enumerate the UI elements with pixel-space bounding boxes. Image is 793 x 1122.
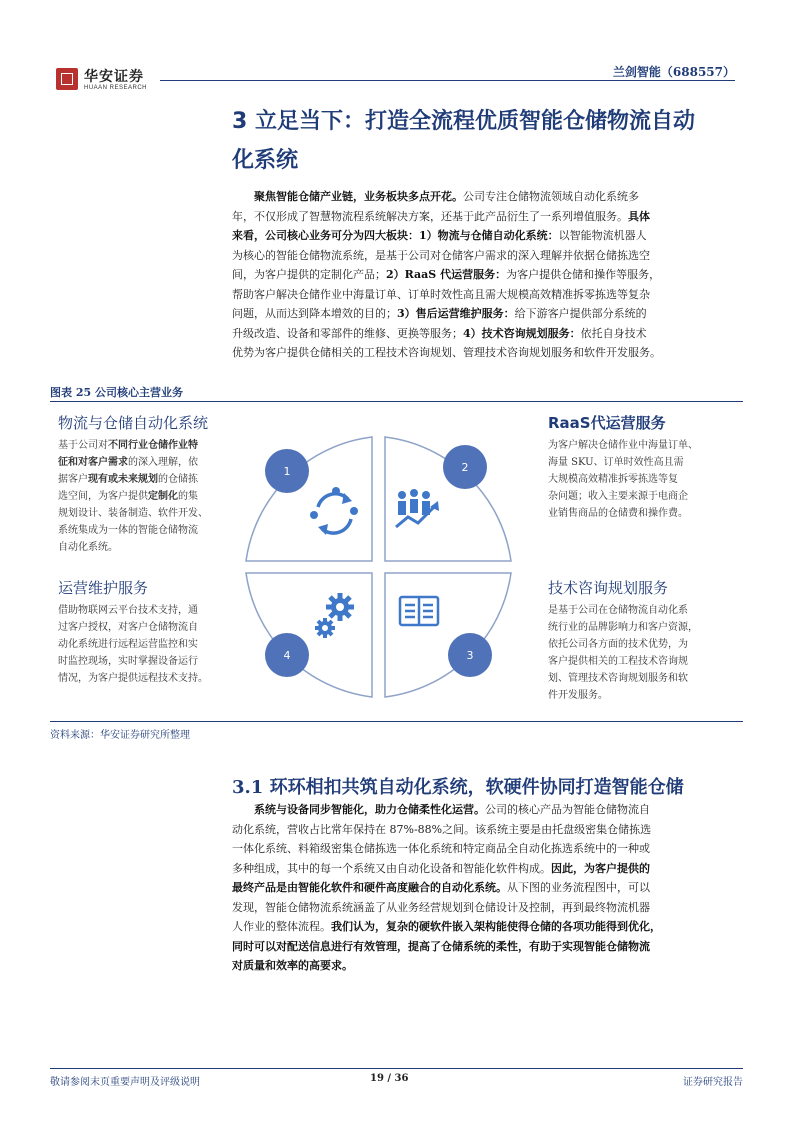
section-3-paragraph-text: 帮助客户解决仓储作业中海量订单、订单时效性高且需大规模高效精准拆零拣选等复杂 xyxy=(232,287,650,301)
section-3-paragraph-text: 公司专注仓储物流领域自动化系统多 xyxy=(463,190,639,203)
business-quadrant-diagram xyxy=(240,415,540,715)
section-3-paragraph-line xyxy=(232,304,742,324)
section-3-paragraph-line xyxy=(232,343,742,363)
section-3-paragraph-bold-text: 具体 xyxy=(628,209,650,223)
section-3-paragraph-line xyxy=(232,285,742,305)
figure-bottom-rule xyxy=(50,721,743,722)
section-3-paragraph-line xyxy=(232,265,742,285)
section-3-1-heading: 3.1 环环相扣共筑自动化系统，软硬件协同打造智能仓储 xyxy=(232,777,684,798)
section-3-paragraph-text: 优势为客户提供仓储相关的工程技术咨询规划、管理技术咨询规划服务和软件开发服务。 xyxy=(232,346,661,359)
q1-description-text: 规划设计、装备制造、软件开发、 xyxy=(58,508,208,519)
section-3-1-paragraph-line xyxy=(232,917,742,937)
section-3-1-paragraph-text: 多种组成，其中的每一个系统又由自动化设备和智能化软件构成。 xyxy=(232,861,551,875)
section-3-title-line1: 立足当下：打造全流程优质智能仓储物流自动 xyxy=(254,108,695,134)
section-3-paragraph-text: 问题，从而达到降本增效的目的； xyxy=(232,307,397,320)
q1-description-bold-text: 定制化 xyxy=(148,491,178,502)
section-3-1-paragraph-bold-text: 同时可以对配送信息进行有效管理，提高了仓储系统的柔性，有助于实现智能仓储物流 xyxy=(232,939,650,953)
quadrant-4-shape xyxy=(246,573,372,697)
q1-description-bold-text: 现有或未来规划 xyxy=(88,474,158,485)
footer-divider xyxy=(50,1068,743,1069)
quadrant-3-badge xyxy=(448,633,492,677)
q4-description xyxy=(58,602,238,687)
section-3-paragraph-line xyxy=(232,226,742,246)
section-3-1-paragraph-line xyxy=(232,956,742,976)
q1-description-line xyxy=(58,437,238,454)
page-number: 19 / 36 xyxy=(370,1073,409,1084)
footer-report-type: 证券研究报告 xyxy=(683,1077,743,1088)
q3-description-line: 件开发服务。 xyxy=(548,690,608,701)
section-3-1-paragraph-text: 一体化系统、料箱级密集仓储拣选一体化系统和特定商品全自动化拣选系统中的一种或 xyxy=(232,842,650,855)
section-3-number: 3 xyxy=(232,109,248,134)
figure-source: 资料来源：华安证券研究所整理 xyxy=(50,730,190,741)
quadrant-2-number: 2 xyxy=(461,461,469,474)
q3-description-line: 客户提供相关的工程技术咨询规 xyxy=(548,656,688,667)
q1-description-text: 的深入理解，依 xyxy=(128,457,198,468)
section-3-1-paragraph-line xyxy=(232,820,742,840)
q3-title: 技术咨询规划服务 xyxy=(548,579,669,597)
quadrant-2-badge xyxy=(443,445,487,489)
q2-description-line: 大规模高效精准拆零拣选等复 xyxy=(548,474,678,485)
figure-top-rule xyxy=(50,401,743,402)
q1-description xyxy=(58,437,238,556)
quadrant-1-number: 1 xyxy=(283,465,291,478)
q1-description-line xyxy=(58,454,238,471)
section-3-1-paragraph-text: 从下图的业务流程图中，可以 xyxy=(507,881,650,894)
section-3-1-paragraph-bold-text: 对质量和效率的高要求。 xyxy=(232,959,353,972)
section-3-1-paragraph-line xyxy=(232,898,742,918)
section-3-paragraph-text: 以智能物流机器人 xyxy=(558,229,647,242)
header-divider xyxy=(160,80,735,81)
section-3-1-paragraph-line xyxy=(232,800,742,820)
section-3-1-paragraph-text: 发现，智能仓储物流系统涵盖了从业务经营规划到仓储设计及控制，再到最终物流机器 xyxy=(232,900,650,914)
q2-description-line: 业销售商品的仓储费和操作费。 xyxy=(548,508,688,519)
section-3-paragraph-text: 给下游客户提供部分系统的 xyxy=(514,307,647,320)
q1-description-line xyxy=(58,522,238,539)
stock-name: 兰剑智能（688557） xyxy=(612,65,735,79)
section-3-paragraph-text: 为客户提供仓储和操作等服务， xyxy=(506,268,661,281)
section-3-paragraph-text: 间，为客户提供的定制化产品； xyxy=(232,268,386,281)
q4-description-line: 时监控现场，实时掌握设备运行 xyxy=(58,656,198,667)
q1-description-bold-text: 不同行业仓储作业特 xyxy=(108,440,198,451)
q3-description-line: 依托公司各方面的技术优势，为 xyxy=(548,639,688,650)
q3-description-line: 划、管理技术咨询规划服务和软 xyxy=(548,673,688,684)
section-3-1-paragraph xyxy=(232,800,742,976)
quadrant-3-shape xyxy=(385,573,511,697)
section-3-heading xyxy=(232,102,742,179)
q2-description xyxy=(548,437,738,522)
section-3-1-paragraph-bold-text: 我们认为，复杂的硬软件嵌入架构能使得仓储的各项功能得到优化， xyxy=(331,920,661,933)
q1-description-line xyxy=(58,471,238,488)
q1-description-line xyxy=(58,505,238,522)
section-3-paragraph-line xyxy=(232,207,742,227)
section-3-paragraph-line xyxy=(232,246,742,266)
footer-disclaimer: 敬请参阅末页重要声明及评级说明 xyxy=(50,1077,200,1088)
section-3-paragraph-text: 依托自身技术 xyxy=(580,326,647,340)
q3-description-line: 是基于公司在仓储物流自动化系 xyxy=(548,605,688,616)
section-3-paragraph-bold-text: 聚焦智能仓储产业链，业务板块多点开花。 xyxy=(254,190,463,203)
quadrant-4-badge xyxy=(265,633,309,677)
section-3-paragraph-bold-text: 3）售后运营维护服务： xyxy=(397,307,515,320)
q3-description-line: 统行业的品牌影响力和客户资源， xyxy=(548,622,698,633)
section-3-paragraph xyxy=(232,187,742,363)
q2-description-line: 海量 SKU、订单时效性高且需 xyxy=(548,457,684,468)
quadrant-1-badge xyxy=(265,449,309,493)
q1-description-text: 据客户 xyxy=(58,474,88,485)
quadrant-4-number: 4 xyxy=(283,649,291,662)
logo-seal-icon xyxy=(56,68,78,90)
section-3-paragraph-text: 为核心的智能仓储物流系统，是基于公司对仓储客户需求的深入理解并依据仓储拣选空 xyxy=(232,248,650,262)
section-3-1-paragraph-bold-text: 系统与设备同步智能化，助力仓储柔性化运营。 xyxy=(254,803,485,816)
q2-title xyxy=(548,412,666,433)
figure-title: 图表 25 公司核心主营业务 xyxy=(50,386,183,399)
section-3-paragraph-line xyxy=(232,324,742,344)
section-3-1-paragraph-text: 公司的核心产品为智能仓储物流自 xyxy=(485,803,650,816)
section-3-1-paragraph-line xyxy=(232,878,742,898)
q1-description-text: 选空间，为客户提供 xyxy=(58,491,148,502)
section-3-paragraph-bold-text: 来看，公司核心业务可分为四大板块：1）物流与仓储自动化系统： xyxy=(232,229,559,242)
section-3-paragraph-text: 升级改造、设备和零部件的维修、更换等服务； xyxy=(232,326,463,340)
q1-description-line xyxy=(58,488,238,505)
section-3-title-line2: 化系统 xyxy=(232,147,299,173)
q2-description-line: 为客户解决仓储作业中海量订单、 xyxy=(548,440,698,451)
section-3-1-paragraph-text: 人作业的整体流程。 xyxy=(232,920,331,933)
logo-name: 华安证券 xyxy=(84,69,144,85)
quadrant-3-number: 3 xyxy=(466,649,474,662)
q4-description-line: 借助物联网云平台技术支持，通 xyxy=(58,605,198,616)
section-3-1-paragraph-line xyxy=(232,859,742,879)
logo-english: HUAAN RESEARCH xyxy=(84,85,148,91)
q1-description-line xyxy=(58,539,238,556)
section-3-1-paragraph-bold-text: 因此，为客户提供的 xyxy=(551,861,650,875)
section-3-1-paragraph-line xyxy=(232,839,742,859)
q1-description-text: 自动化系统。 xyxy=(58,542,118,553)
q1-description-bold-text: 征和对客户需求 xyxy=(58,457,128,468)
q2-title-text: RaaS代运营服务 xyxy=(548,414,666,432)
q1-title: 物流与仓储自动化系统 xyxy=(58,414,209,432)
q4-description-line: 动化系统进行远程运营监控和实 xyxy=(58,639,198,650)
q1-description-text: 的集 xyxy=(178,491,198,502)
q1-description-text: 的仓储拣 xyxy=(158,474,198,485)
q4-title: 运营维护服务 xyxy=(58,579,149,597)
section-3-paragraph-bold-text: 4）技术咨询规划服务： xyxy=(463,326,581,340)
section-3-1-paragraph-bold-text: 最终产品是由智能化软件和硬件高度融合的自动化系统。 xyxy=(232,881,507,894)
section-3-paragraph-line xyxy=(232,187,742,207)
q3-description xyxy=(548,602,738,704)
section-3-paragraph-text: 年，不仅形成了智慧物流程系统解决方案，还基于此产品衍生了一系列增值服务。 xyxy=(232,209,628,223)
section-3-1-paragraph-text: 动化系统，营收占比常年保持在 87%-88%之间。该系统主要是由托盘级密集仓储拣选 xyxy=(232,822,652,836)
q4-description-line: 情况，为客户提供远程技术支持。 xyxy=(58,673,208,684)
section-3-paragraph-bold-text: 2）RaaS 代运营服务： xyxy=(386,268,507,281)
section-3-1-paragraph-line xyxy=(232,937,742,957)
q1-description-text: 基于公司对 xyxy=(58,440,108,451)
quadrant-1-shape xyxy=(246,437,372,561)
q4-description-line: 过客户授权，对客户仓储物流自 xyxy=(58,622,198,633)
q1-description-text: 系统集成为一体的智能仓储物流 xyxy=(58,525,198,536)
q2-description-line: 杂问题；收入主要来源于电商企 xyxy=(548,491,688,502)
